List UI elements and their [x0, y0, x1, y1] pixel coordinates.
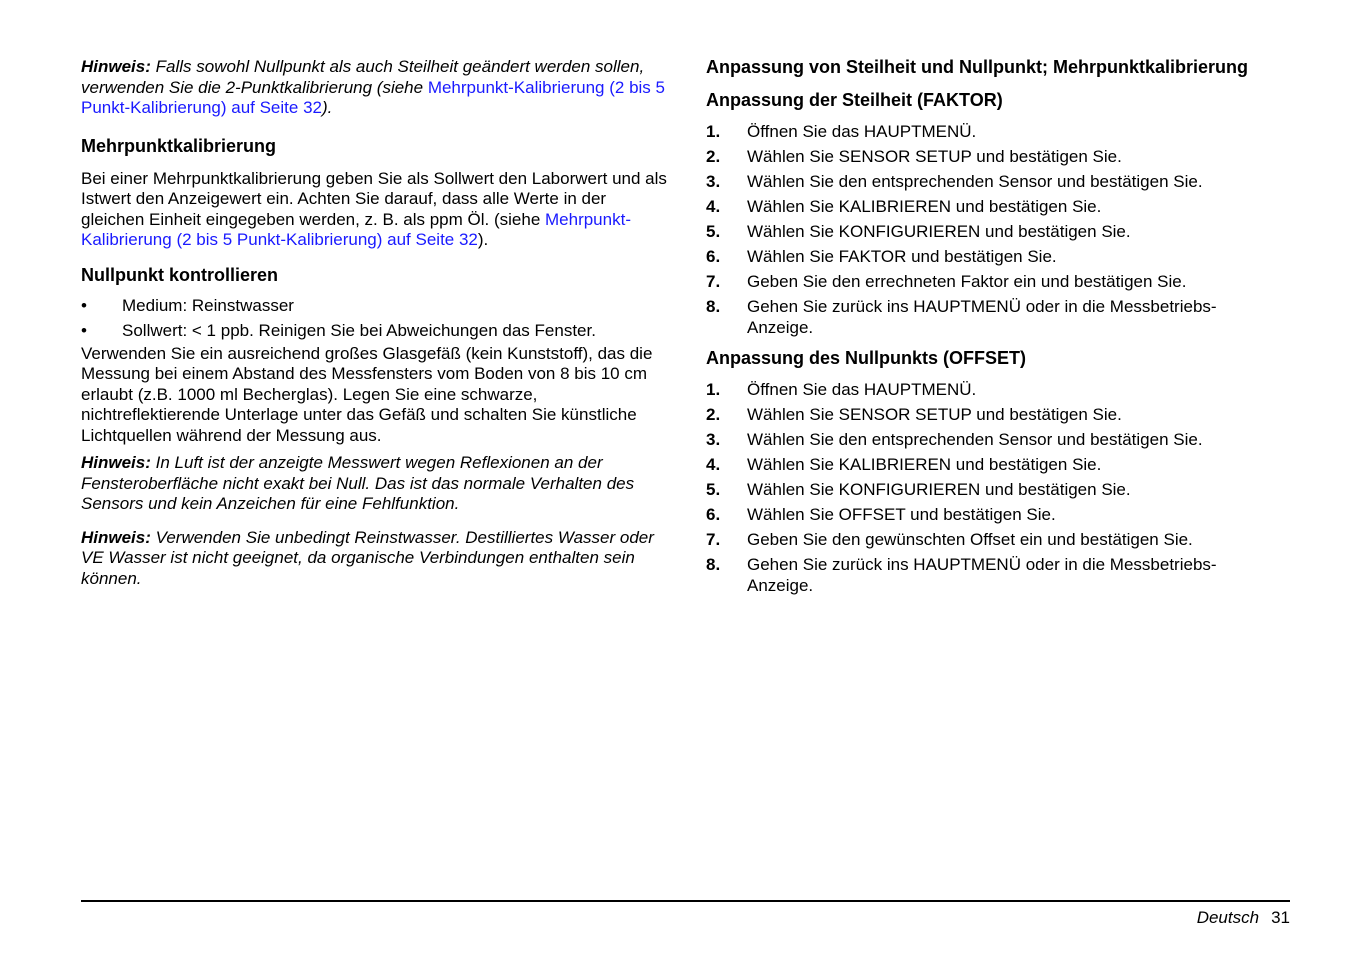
factor-steps — [706, 122, 1266, 338]
note-text: In Luft ist der anzeigte Messwert wegen Reflexionen an der Fensteroberfläche nicht exakt bei Null. Das ist das normale Verhalten des Sensors und kein Anzeichen für eine Fehlfunktion. — [81, 453, 635, 513]
list-item — [706, 197, 1266, 218]
note-label: Hinweis: — [81, 527, 151, 547]
bullet-icon: • — [81, 295, 87, 315]
right-column — [706, 57, 1266, 601]
page-footer — [1197, 907, 1290, 928]
list-item — [706, 272, 1266, 293]
step-text: Wählen Sie KALIBRIEREN und bestätigen Sie. — [747, 197, 1102, 216]
list-item — [706, 480, 1266, 501]
list-item — [706, 530, 1266, 551]
step-text: Geben Sie den gewünschten Offset ein und bestätigen Sie. — [747, 530, 1193, 549]
step-number: 1. — [706, 122, 721, 141]
step-text: Wählen Sie FAKTOR und bestätigen Sie. — [747, 247, 1057, 266]
step-text: Geben Sie den errechneten Faktor ein und bestätigen Sie. — [747, 272, 1187, 291]
step-text: Wählen Sie KONFIGURIEREN und bestätigen Sie. — [747, 222, 1131, 241]
step-number: 2. — [706, 147, 721, 166]
list-item — [81, 321, 671, 342]
list-item — [81, 296, 671, 317]
note-air-reading — [81, 453, 671, 515]
heading-zero-check: Nullpunkt kontrollieren — [81, 264, 279, 285]
list-item-text: Medium: Reinstwasser — [122, 295, 294, 315]
step-text: Wählen Sie den entsprechenden Sensor und bestätigen Sie. — [747, 172, 1203, 191]
step-text: Öffnen Sie das HAUPTMENÜ. — [747, 380, 977, 399]
multipoint-paragraph — [81, 169, 671, 251]
step-number: 3. — [706, 430, 721, 449]
list-item — [706, 455, 1266, 476]
step-text: Wählen Sie OFFSET und bestätigen Sie. — [747, 505, 1056, 524]
note-pure-water — [81, 528, 671, 590]
step-number: 3. — [706, 172, 721, 191]
note-label: Hinweis: — [81, 57, 151, 76]
note-label: Hinweis: — [81, 453, 151, 472]
list-item — [706, 247, 1266, 268]
list-item — [706, 147, 1266, 168]
note-text: Falls sowohl Nullpunkt als auch Steilheit geändert werden sollen, verwenden Sie die 2-Punktkalibrierung (siehe — [81, 57, 645, 97]
step-number: 8. — [706, 555, 721, 574]
list-item — [706, 555, 1266, 596]
list-item — [706, 380, 1266, 401]
step-text: Wählen Sie KONFIGURIEREN und bestätigen Sie. — [747, 480, 1131, 499]
bullet-icon: • — [81, 320, 87, 340]
step-number: 6. — [706, 505, 721, 524]
list-item — [706, 505, 1266, 526]
heading-offset: Anpassung des Nullpunkts (OFFSET) — [706, 348, 1027, 368]
link-multipoint-calibration-2[interactable]: Mehrpunkt-Kalibrierung (2 bis 5 Punkt-Kalibrierung) auf Seite 32 — [81, 209, 631, 249]
step-number: 6. — [706, 247, 721, 266]
step-text: Gehen Sie zurück ins HAUPTMENÜ oder in die Messbetriebs-Anzeige. — [747, 555, 1217, 595]
step-number: 1. — [706, 380, 721, 399]
left-column — [81, 57, 671, 589]
step-text: Wählen Sie KALIBRIEREN und bestätigen Sie. — [747, 455, 1102, 474]
multipoint-text: Bei einer Mehrpunktkalibrierung geben Sie als Sollwert den Laborwert und als Istwert den Anzeigewert ein. Achten Sie darauf, dass alle Werte in der gleichen Einheit eingegeben werden, z. B. als ppm Öl. (siehe — [81, 168, 667, 229]
step-number: 5. — [706, 222, 721, 241]
step-text: Öffnen Sie das HAUPTMENÜ. — [747, 122, 977, 141]
step-text: Wählen Sie SENSOR SETUP und bestätigen Sie. — [747, 405, 1122, 424]
step-number: 7. — [706, 272, 721, 291]
page-number: 31 — [1271, 908, 1290, 927]
list-item — [706, 172, 1266, 193]
heading-multipoint: Mehrpunktkalibrierung — [81, 135, 277, 156]
list-item — [706, 222, 1266, 243]
zero-check-list — [81, 296, 671, 342]
footer-language: Deutsch — [1196, 908, 1260, 927]
step-number: 4. — [706, 455, 721, 474]
footer-divider — [81, 900, 1290, 902]
step-number: 5. — [706, 480, 721, 499]
step-number: 4. — [706, 197, 721, 216]
step-number: 7. — [706, 530, 721, 549]
step-number: 2. — [706, 405, 721, 424]
note-end: ). — [321, 98, 333, 117]
heading-factor: Anpassung der Steilheit (FAKTOR) — [706, 90, 1003, 110]
link-multipoint-calibration[interactable]: Mehrpunkt-Kalibrierung (2 bis 5 Punkt-Kalibrierung) auf Seite 32 — [81, 77, 665, 117]
list-item — [706, 430, 1266, 451]
note-text: Verwenden Sie unbedingt Reinstwasser. Destilliertes Wasser oder VE Wasser ist nicht geeignet, da organische Verbindungen enthalten sein können. — [81, 527, 654, 588]
step-text: Wählen Sie SENSOR SETUP und bestätigen Sie. — [747, 147, 1122, 166]
list-item — [706, 297, 1266, 338]
note-calibration-2point — [81, 57, 671, 119]
heading-adjustment: Anpassung von Steilheit und Nullpunkt; Mehrpunktkalibrierung — [706, 57, 1249, 77]
step-text: Wählen Sie den entsprechenden Sensor und bestätigen Sie. — [747, 430, 1203, 449]
list-item-text: Sollwert: < 1 ppb. Reinigen Sie bei Abweichungen das Fenster. — [122, 320, 596, 340]
offset-steps — [706, 380, 1266, 596]
list-item — [706, 405, 1266, 426]
zero-check-paragraph: Verwenden Sie ein ausreichend großes Glasgefäß (kein Kunststoff), das die Messung bei einem Abstand des Messfensters vom Boden von 8 bis 10 cm erlaubt (z.B. 1000 ml Becherglas). Legen Sie eine schwarze, nichtreflektierende Unterlage unter das Gefäß und schalten Sie künstliche Lichtquellen während der Messung aus. — [81, 343, 653, 445]
step-number: 8. — [706, 297, 721, 316]
list-item — [706, 122, 1266, 143]
step-text: Gehen Sie zurück ins HAUPTMENÜ oder in die Messbetriebs-Anzeige. — [747, 297, 1217, 337]
multipoint-end: ). — [477, 230, 489, 249]
